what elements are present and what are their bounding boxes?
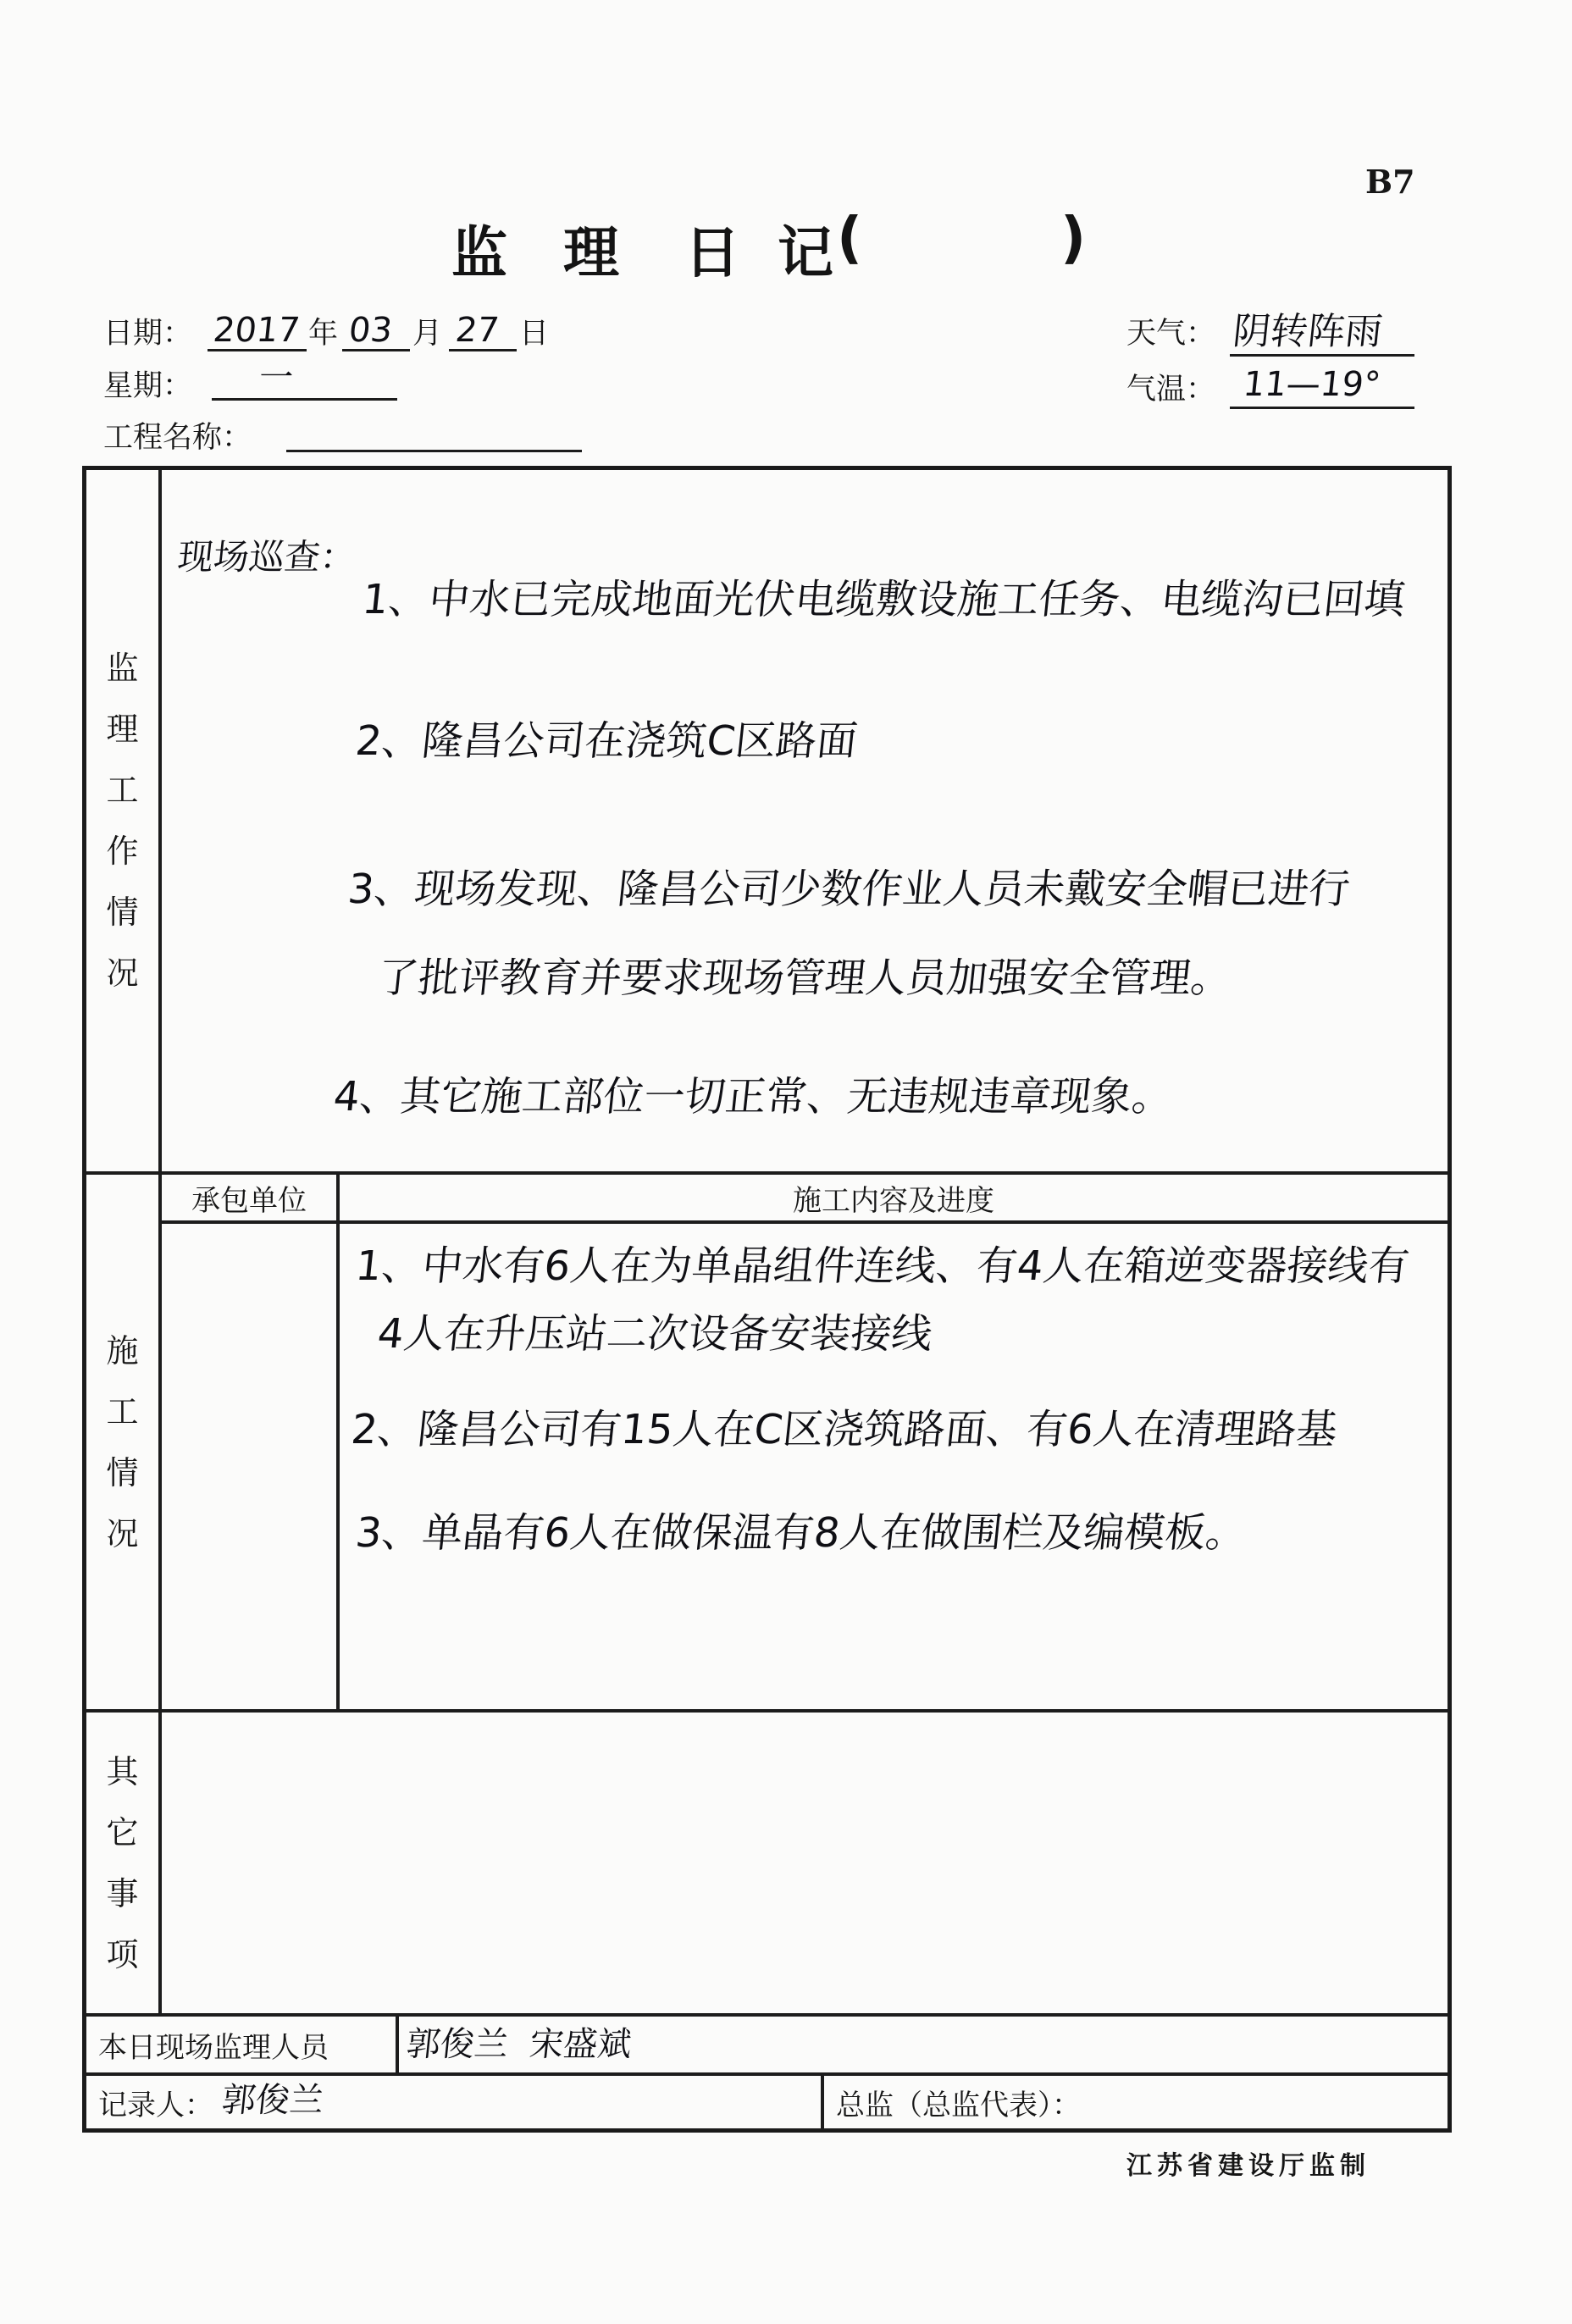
weekday-value: 一 bbox=[257, 358, 296, 397]
supervision-label-cell bbox=[85, 468, 160, 1173]
form-code: B7 bbox=[1365, 163, 1415, 201]
title-char: 监 bbox=[451, 220, 507, 285]
other-label: 其它事项 bbox=[106, 1752, 139, 1973]
supervision-line: 3、现场发现、隆昌公司少数作业人员未戴安全帽已进行 bbox=[346, 866, 1353, 913]
project-underline bbox=[286, 450, 582, 452]
progress-column-header: 施工内容及进度 bbox=[338, 1173, 1449, 1222]
project-label: 工程名称： bbox=[103, 421, 252, 455]
date-month-unit: 月 bbox=[412, 317, 443, 351]
temperature-value: 11—19° bbox=[1241, 365, 1383, 404]
construction-line: 2、隆昌公司有15人在C区浇筑路面、有6人在清理路基 bbox=[349, 1406, 1340, 1453]
construction-label-cell bbox=[85, 1173, 160, 1711]
date-month: 03 bbox=[346, 311, 395, 350]
staff-label: 本日现场监理人员 bbox=[85, 2015, 397, 2074]
date-day-underline bbox=[449, 349, 517, 351]
supervision-line: 4、其它施工部位一切正常、无违规违章现象。 bbox=[331, 1073, 1176, 1120]
staff-names: 郭俊兰 宋盛斌 bbox=[404, 2025, 634, 2064]
date-year: 2017 bbox=[211, 311, 302, 350]
date-day-unit: 日 bbox=[519, 317, 550, 351]
temperature-underline bbox=[1230, 407, 1414, 409]
construction-line: 4人在升压站二次设备安装接线 bbox=[375, 1310, 935, 1358]
title-paren-close: ) bbox=[1060, 205, 1087, 270]
date-day: 27 bbox=[453, 311, 501, 350]
supervision-line: 了批评教育并要求现场管理人员加强安全管理。 bbox=[375, 955, 1234, 1002]
contractor-cell bbox=[160, 1222, 338, 1711]
contractor-column-header: 承包单位 bbox=[160, 1173, 338, 1222]
recorder-cell bbox=[85, 2074, 822, 2130]
issuer-footer: 江苏省建设厅监制 bbox=[1126, 2151, 1370, 2181]
supervision-line: 2、隆昌公司在浇筑C区路面 bbox=[353, 717, 861, 765]
recorder-name: 郭俊兰 bbox=[219, 2081, 326, 2120]
supervision-intro: 现场巡查： bbox=[175, 536, 358, 578]
title-char: 日 bbox=[684, 220, 740, 285]
chief-label: 总监（总监代表）： bbox=[836, 2088, 1081, 2122]
date-year-unit: 年 bbox=[308, 317, 339, 351]
construction-line: 1、中水有6人在为单晶组件连线、有4人在箱逆变器接线有 bbox=[353, 1242, 1412, 1290]
supervision-label: 监理工作情况 bbox=[106, 650, 139, 992]
date-month-underline bbox=[342, 349, 410, 351]
title-char: 记 bbox=[778, 220, 833, 285]
temperature-label: 气温： bbox=[1126, 373, 1216, 407]
date-label: 日期： bbox=[103, 317, 193, 351]
other-content-cell bbox=[160, 1711, 1449, 2015]
other-label-cell bbox=[85, 1711, 160, 2015]
weather-value: 阴转阵雨 bbox=[1231, 310, 1385, 353]
recorder-label: 记录人： bbox=[98, 2088, 213, 2122]
title-char: 理 bbox=[563, 220, 619, 285]
construction-line: 3、单晶有6人在做保温有8人在做围栏及编模板。 bbox=[353, 1509, 1249, 1557]
construction-label: 施工情况 bbox=[106, 1331, 139, 1552]
supervision-line: 1、中水已完成地面光伏电缆敷设施工任务、电缆沟已回填 bbox=[360, 576, 1408, 623]
weekday-underline bbox=[212, 398, 397, 401]
weather-underline bbox=[1230, 354, 1414, 357]
weather-label: 天气： bbox=[1126, 317, 1216, 351]
chief-cell bbox=[822, 2074, 1449, 2130]
date-year-underline bbox=[208, 349, 307, 351]
progress-cell bbox=[338, 1222, 1449, 1711]
title-paren-open: ( bbox=[837, 205, 863, 270]
weekday-label: 星期： bbox=[103, 369, 193, 403]
